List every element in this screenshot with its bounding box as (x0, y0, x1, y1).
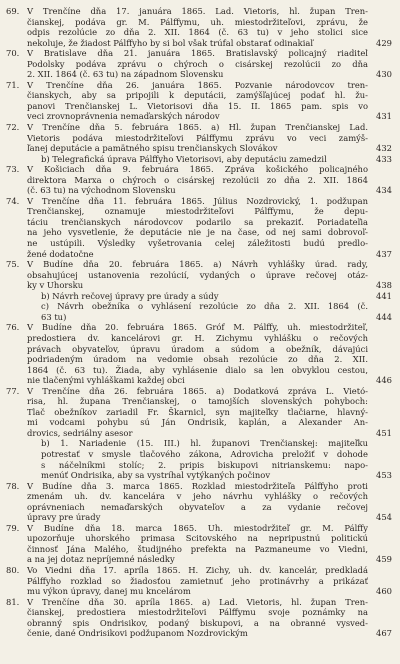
entry-line: 63 tu) (41, 311, 67, 322)
entry-line: V Trenčíne dňa 26. januára 1865. Pozvanie národovcov tren- (27, 79, 368, 90)
entry-line: V Budíne dňa 20. februára 1865. a) Návrh vyhlášky úrad. rady, (27, 259, 368, 270)
entry-line: Podolsky podáva zprávu o chýroch o cisárskej rezolúcii zo dňa (27, 58, 368, 69)
entry-line: 2. XII. 1864 (č. 63 tu) na západnom Slovensku (27, 69, 224, 80)
toc-entry (6, 386, 392, 439)
entry-line: úpravy pre úrady (27, 512, 101, 523)
entry-number: 73. (6, 164, 20, 175)
page-number: 459 (376, 554, 392, 565)
entry-text (41, 154, 368, 165)
entry-line: risa, hl. župana Trenčianskej, o tamojších slovenských pohyboch: (27, 396, 368, 407)
entry-text (27, 386, 368, 439)
entry-number: 77. (6, 385, 20, 396)
entry-text (27, 565, 368, 597)
entry-line: nekoluje, že žiadost Pálffyho by si bol však trúfal obstarať odinakiaľ (27, 37, 314, 48)
entry-line: ne ustúpili. Výsledky vyšetrovania celej záležitosti budú predlo- (27, 238, 368, 249)
entry-number: 69. (6, 6, 20, 16)
toc-entry (6, 481, 392, 523)
toc-entry (6, 164, 392, 196)
entry-text (27, 259, 368, 291)
entry-line: nie tlačenými vyhláškami každej obci (27, 375, 185, 386)
entry-line: direktora Marxa o chýroch o cisárskej rezolúcii zo dňa 2. XII. 1864 (27, 174, 368, 185)
entry-text (27, 322, 368, 385)
entry-number: 75. (6, 259, 20, 270)
entry-text (41, 291, 368, 302)
entry-number: 71. (6, 79, 20, 90)
entry-line: zmenám uh. dv. kancelára v jeho návrhu vyhlášky o rečových (27, 491, 368, 502)
entry-line: drovics, sedriálny asesor (27, 427, 133, 438)
entry-line: V Trenčíne dňa 5. februára 1865. a) Hl. župan Trenčianskej Lad. (27, 122, 368, 133)
toc-entry (6, 6, 392, 48)
entry-line: V Košiciach dňa 9. februára 1865. Zpráva košického policajného (27, 164, 368, 175)
entry-line: b) Návrh rečovej úpravy pre úrady a súdy (41, 290, 219, 301)
entry-number: 79. (6, 522, 20, 533)
page-number: 444 (376, 311, 392, 322)
entry-text (41, 301, 368, 322)
entry-line: obsahujúcej ustanovenia rezolúcií, vydaných o úprave rečovej otáz- (27, 269, 368, 280)
entry-line: právach obyvateľov, úpravu úradom a súdom a obežník, dávajúci (27, 343, 368, 354)
entry-line: obranný spis Ondrisikov, podaný biskupovi, a na obranné vysved- (27, 617, 368, 628)
entry-line: b) 1. Nariadenie (15. III.) hl. županovi Trenčianskej: majiteľku (41, 438, 368, 449)
toc-entry (6, 301, 392, 322)
entry-line: Pálffyho rozklad so žiadosťou zamietnuť jeho protinávrhy a prikázať (27, 575, 368, 586)
entry-line: V Budíne dňa 3. marca 1865. Rozklad miestodržiteľa Pálffyho proti (27, 480, 368, 491)
entry-number: 81. (6, 596, 20, 607)
entry-line: čianskych, aby sa pripojili k deputácii, zamýšľajúcej podať hl. žu- (27, 90, 368, 101)
page-number: 429 (376, 37, 392, 48)
entry-line: odpis rezolúcie zo dňa 2. XII. 1864 (č. 63 tu) v jeho stolici sice (27, 27, 368, 38)
entry-line: a na jej dotaz nepríjemné následky (27, 554, 175, 565)
entry-line: V Bratislave dňa 21. januára 1865. Bratislavský policajný riaditeľ (27, 48, 368, 59)
entry-line: mi vodcami pohybu sú Ján Ondrisik, kaplán, a Alexander An- (27, 417, 368, 428)
page-number: 453 (376, 470, 392, 481)
toc-entry (6, 597, 392, 639)
page-number: 431 (376, 111, 392, 122)
entry-line: ľanej deputácie a pamätného spisu trenčianskych Slovákov (27, 143, 278, 154)
entry-line: na jeho vysvetlenie, že deputácie nie je na čase, od nej sami dobrovoľ- (27, 227, 368, 238)
entry-number: 74. (6, 195, 20, 206)
entry-line: potrestať v smysle tlačového zákona, Adrovicha preložiť v dohode (41, 448, 368, 459)
toc-entry (6, 154, 392, 165)
entry-number: 72. (6, 122, 20, 133)
entry-line: V Budíne dňa 18. marca 1865. Uh. miestodržiteľ gr. M. Pálffy (27, 522, 368, 533)
toc-entry (6, 565, 392, 597)
entry-line: podriadeným úradom na vedomie obsah rezolúcie zo dňa 2. XII. (27, 354, 368, 365)
entry-line: žené dodatočne (27, 248, 94, 259)
page-number: 437 (376, 248, 392, 259)
entry-number: 80. (6, 564, 20, 575)
page-number: 434 (376, 185, 392, 196)
entry-line: činnosť Jána Malého, študijného prefekta na Pazmaneume vo Viedni, (27, 543, 368, 554)
entry-text (27, 481, 368, 523)
page-number: 460 (376, 586, 392, 597)
entry-line: Trenčianskej, oznamuje miestodržiteľovi Pálffymu, že depu- (27, 206, 368, 217)
page-number: 430 (376, 69, 392, 80)
entry-line: menúť Ondrisika, aby sa vystríhal vytýkaných počinov (41, 470, 271, 481)
entry-line: Vo Viedni dňa 17. apríla 1865. H. Zichy, uh. dv. kancelár, predkladá (27, 564, 368, 575)
entry-line: V Trenčíne dňa 30. apríla 1865. a) Lad. Vietoris, hl. župan Tren- (27, 596, 368, 607)
entry-line: panovi Trenčianskej L. Vietorisovi dňa 15. II. 1865 pam. spis vo (27, 100, 368, 111)
entry-line: Vietoris podáva miestodržiteľovi Pálffymu zprávu vo veci zamýš- (27, 132, 368, 143)
entry-line: ky v Uhorsku (27, 280, 84, 291)
entry-line: oprávneniach nemaďarských obyvateľov a za vydanie rečovej (27, 501, 368, 512)
toc-entry (6, 48, 392, 80)
entry-line: veci zrovnoprávnenia nemaďarských národov (27, 111, 220, 122)
entry-line: V Trenčíne dňa 26. februára 1865. a) Dodatková zpráva L. Vietó- (27, 385, 368, 396)
entry-line: mu výkon úpravy, danej mu kncelárom (27, 586, 191, 597)
entry-line: čianskej, predostiera miestodržiteľovi Pálffymu svoje poznámky na (27, 607, 368, 618)
toc-entry (6, 291, 392, 302)
entry-line: 1864 (č. 63 tu). Žiada, aby vyhlásenie dialo sa len obvyklou cestou, (27, 364, 368, 375)
entry-line: b) Telegrafická úprava Pálffyho Vietorisovi, aby deputáciu zamedzil (41, 153, 327, 164)
toc-entry (6, 259, 392, 291)
entry-line: s náčelníkmi stolíc; 2. pripis biskupovi nitrianskemu: napo- (41, 459, 368, 470)
toc-entry (6, 196, 392, 259)
entry-text (27, 196, 368, 259)
entry-text (27, 80, 368, 122)
page-number: 446 (376, 375, 392, 386)
page-number: 467 (376, 628, 392, 639)
entry-line: V Trenčíne dňa 17. januára 1865. Lad. Vietoris, hl. župan Tren- (27, 6, 368, 16)
entry-line: táciu trenčianskych národovcov podarilo sa prekaziť. Poriadateľia (27, 216, 368, 227)
toc-entry (6, 322, 392, 385)
entry-line: V Trenčíne dňa 11. februára 1865. Július Nozdrovický, 1. podžupan (27, 195, 368, 206)
page-number: 433 (376, 153, 392, 164)
entry-number: 78. (6, 480, 20, 491)
toc-entry (6, 438, 392, 480)
entry-line: c) Návrh obežníka o vyhlásení rezolúcie zo dňa 2. XII. 1864 (č. (41, 301, 368, 312)
entry-text (27, 523, 368, 565)
entry-line: predostiera dv. kancelárovi gr. H. Zichymu vyhlášku o rečových (27, 332, 368, 343)
entry-line: (č. 63 tu) na východnom Slovensku (27, 185, 176, 196)
entry-text (27, 164, 368, 196)
entry-line: upozorňuje uhorského primasa Scitovského na nepripustnú politickú (27, 533, 368, 544)
entry-text (27, 122, 368, 154)
toc-entry (6, 523, 392, 565)
entry-text (41, 438, 368, 480)
entry-number: 70. (6, 48, 20, 59)
entry-line: V Budíne dňa 20. februára 1865. Gróf M. Pálffy, uh. miestodržiteľ, (27, 322, 368, 333)
entry-number: 76. (6, 322, 20, 333)
toc-entry (6, 122, 392, 154)
entry-line: čenie, dané Ondrisikovi podžupanom Nozdrovickým (27, 628, 248, 639)
toc-entry (6, 80, 392, 122)
entry-text (27, 48, 368, 80)
entry-text (27, 597, 368, 639)
entry-line: Tlač obežníkov zariadil Fr. Škarnicl, syn majiteľky tlačiarne, hlavný- (27, 406, 368, 417)
page-number: 454 (376, 512, 392, 523)
page-number: 451 (376, 427, 392, 438)
page-number: 438 (376, 280, 392, 291)
page-number: 441 (376, 290, 392, 301)
entry-text (27, 6, 368, 48)
entry-line: čianskej, podáva gr. M. Pálffymu, uh. miestodržiteľovi, zprávu, že (27, 16, 368, 27)
page-number: 432 (376, 143, 392, 154)
